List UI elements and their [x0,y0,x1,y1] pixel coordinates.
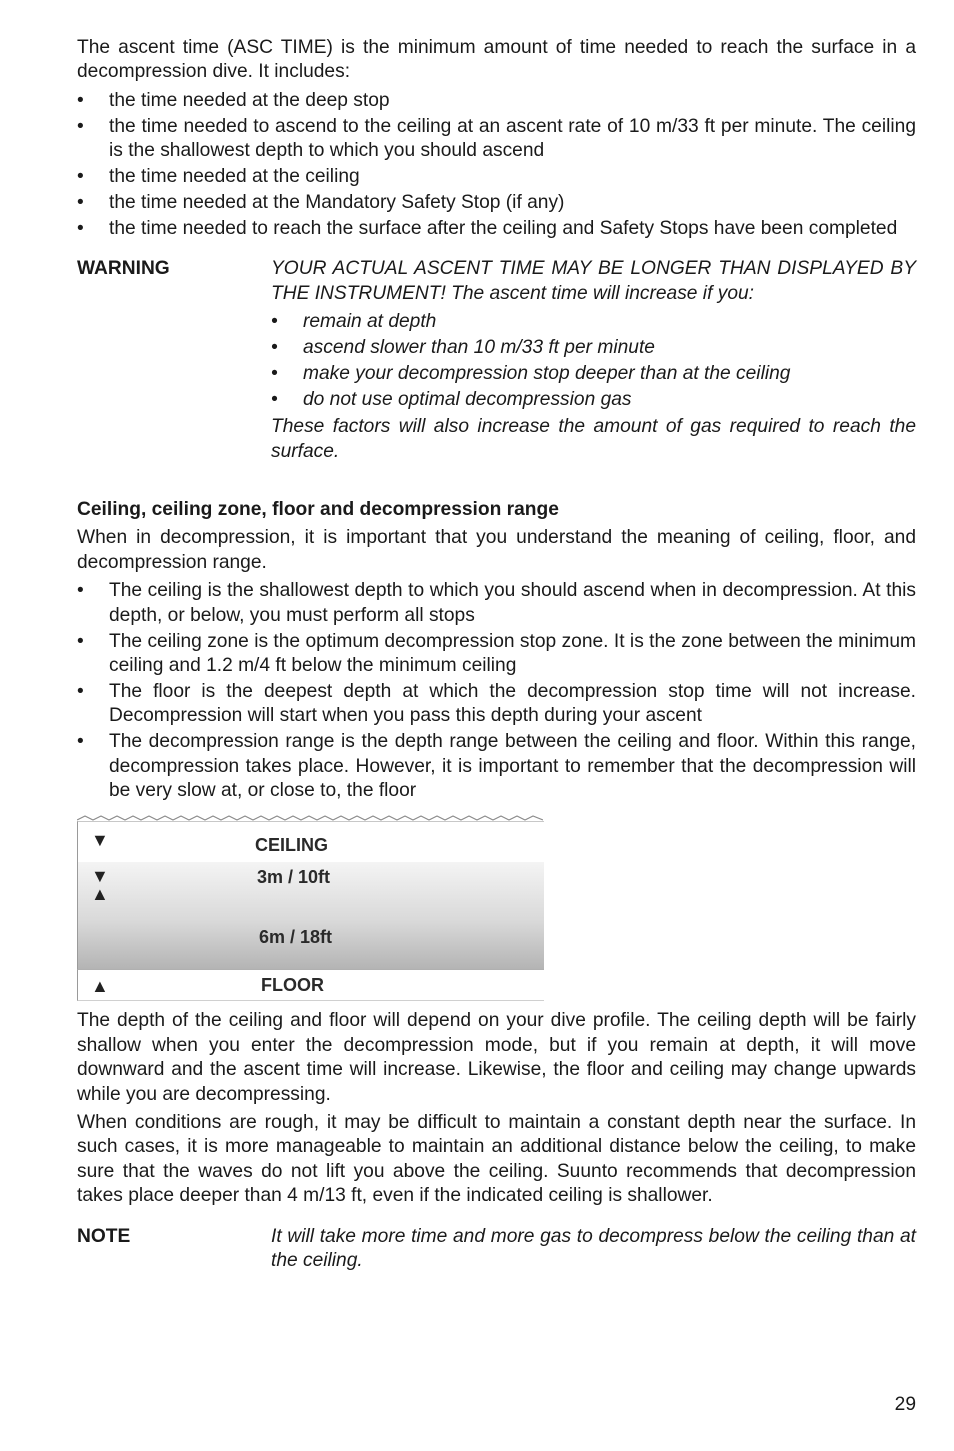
list-item: • the time needed at the Mandatory Safety Stop (if any) [77,191,916,215]
warning-label: WARNING [77,258,170,280]
warning-block [77,257,916,464]
note-block [77,1225,916,1274]
note-label: NOTE [77,1225,131,1247]
list-item: • ascend slower than 10 m/33 ft per minute [271,336,916,360]
list-item: • The ceiling zone is the optimum decompression stop zone. It is the zone between the minimum ceiling and 1.2 m/4 ft below the minimum ceiling [77,630,916,679]
down-triangle-icon: ▼ [91,866,109,887]
list-item: • The ceiling is the shallowest depth to which you should ascend when in decompression. At this depth, or below, you must perform all stops [77,579,916,628]
warning-after-text: These factors will also increase the amount of gas required to reach the surface. [271,416,916,462]
note-body [271,1225,916,1274]
list-item: • remain at depth [271,310,916,334]
section-intro: When in decompression, it is important that you understand the meaning of ceiling, floor, and decompression range. [77,527,916,573]
list-item: • The decompression range is the depth range between the ceiling and floor. Within this range, decompression takes place. However, it is important to remember that the decompression will be very slow at, or close to, the floor [77,730,916,803]
up-triangle-icon: ▲ [91,976,109,997]
warning-body [271,257,916,464]
down-triangle-icon: ▼ [91,830,109,851]
section-heading: Ceiling, ceiling zone, floor and decompression range [77,499,559,520]
depth-paragraph: The depth of the ceiling and floor will depend on your dive profile. The ceiling depth will be fairly shallow when you enter the decompression mode, but if you remain at depth, it will move downward and the ascent time will increase. Likewise, the floor and ceiling may change upwards while you are decompressing. [77,1010,916,1105]
note-text: It will take more time and more gas to decompress below the ceiling than at the ceiling. [271,1225,916,1272]
ceiling-label: CEILING [255,835,329,856]
list-item: • make your decompression stop deeper than at the ceiling [271,362,916,386]
warning-list [271,310,916,412]
water-surface-wave [77,813,543,821]
ceiling-floor-diagram [77,813,543,999]
floor-label: FLOOR [261,975,324,996]
list-item: • The floor is the deepest depth at which the decompression stop time will not increase. Decompression will start when you pass this depth during your ascent [77,680,916,729]
list-item: • the time needed at the ceiling [77,165,916,189]
rough-conditions-paragraph: When conditions are rough, it may be difficult to maintain a constant depth near the surface. In such cases, it is more manageable to maintain an additional distance below the ceiling, to make sure that the waves do not lift you above the ceiling. Suunto recommends that decompression takes place deeper than 4 m/13 ft, even if the indicated ceiling is shallower. [77,1112,916,1207]
page-number: 29 [894,1394,916,1415]
list-item: • the time needed to reach the surface after the ceiling and Safety Stops have been completed [77,217,916,241]
floor-depth-label: 6m / 18ft [259,927,333,948]
list-item: • the time needed to ascend to the ceiling at an ascent rate of 10 m/33 ft per minute. The ceiling is the shallowest depth to which you should ascend [77,115,916,164]
list-item: • do not use optimal decompression gas [271,388,916,412]
page-content [77,36,916,1273]
intro-paragraph: The ascent time (ASC TIME) is the minimum amount of time needed to reach the surface in a decompression dive. It includes: [77,37,916,83]
warning-text: YOUR ACTUAL ASCENT TIME MAY BE LONGER THAN DISPLAYED BY THE INSTRUMENT! The ascent time will increase if you: [271,258,916,304]
ceiling-list [77,579,916,803]
ceiling-depth-label: 3m / 10ft [257,867,331,888]
up-triangle-icon: ▲ [91,884,109,905]
ascent-time-list [77,89,916,241]
list-item: • the time needed at the deep stop [77,89,916,113]
